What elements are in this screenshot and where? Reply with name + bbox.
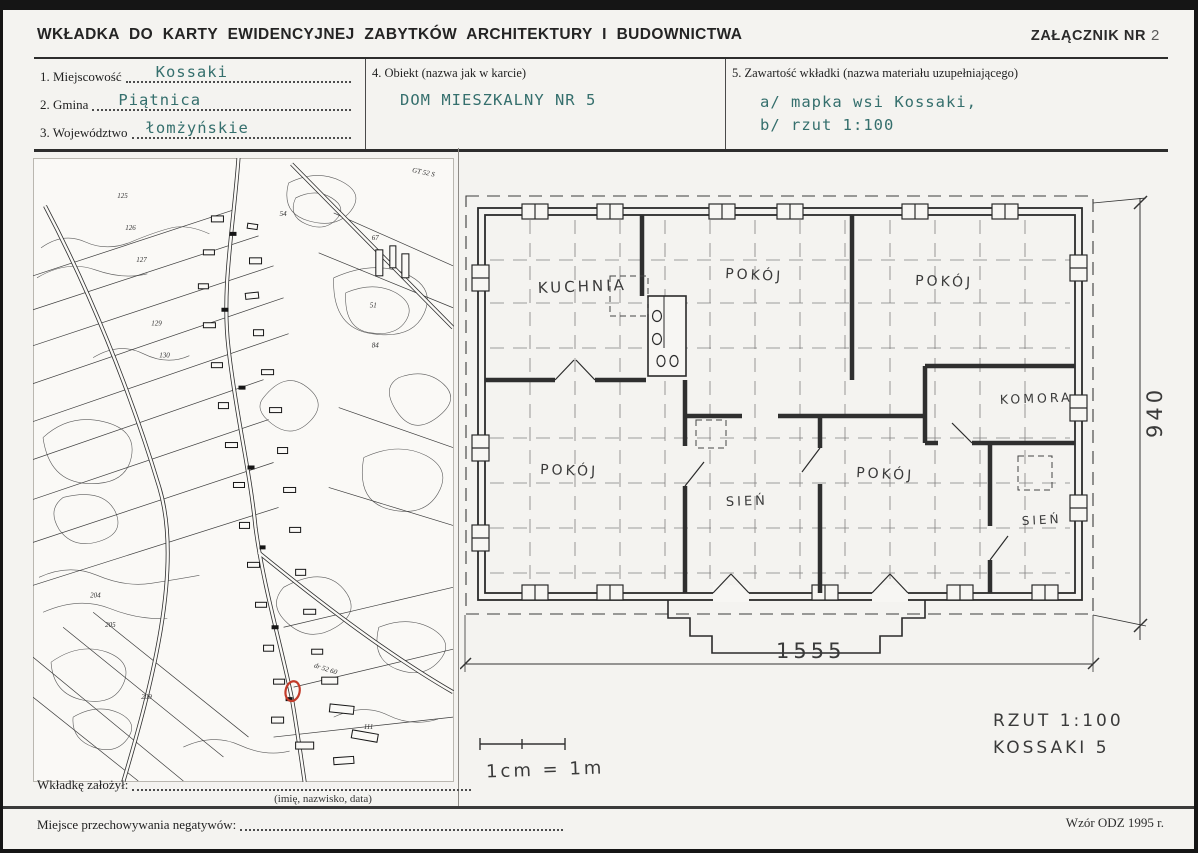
- panel-divider: [458, 148, 459, 806]
- field-miejscowosc-dotline: [126, 63, 351, 83]
- negatives-dotline: [240, 814, 563, 831]
- room-label: KUCHNIA: [537, 275, 628, 297]
- plan-caption-line2: KOSSAKI 5: [993, 738, 1110, 758]
- room-label: POKÓJ: [539, 462, 599, 481]
- entrance-doors: [713, 574, 908, 602]
- field-gmina-value: Piątnica: [118, 91, 202, 109]
- scale-bar: [480, 738, 565, 750]
- door-swings: [555, 360, 1008, 560]
- field-zawartosc-label: 5. Zawartość wkładki (nazwa materiału uzupełniającego): [732, 66, 1018, 80]
- field-wojewodztwo-label: 3. Województwo: [40, 125, 128, 140]
- village-map-panel: [33, 158, 454, 782]
- negatives-label: Miejsce przechowywania negatywów:: [37, 817, 237, 832]
- field-obiekt-label: 4. Obiekt (nazwa jak w karcie): [372, 66, 527, 80]
- roof-outline: [466, 196, 1093, 614]
- card-paper: [3, 10, 1194, 849]
- parcel-number: 54: [279, 209, 287, 218]
- field-miejscowosc-label: 1. Miejscowość: [40, 69, 122, 84]
- map-corner-label: GT 52 S: [411, 166, 436, 179]
- windows: [472, 204, 1087, 600]
- annex-label: ZAŁĄCZNIK NR: [1030, 28, 1147, 44]
- scale-label: 1cm = 1m: [485, 757, 605, 783]
- footer-divider: [3, 806, 1194, 809]
- parcel-number: 127: [136, 255, 147, 264]
- parcel-number: 130: [159, 351, 170, 360]
- parcel-number: 205: [105, 621, 116, 630]
- parcel-number: 126: [125, 223, 136, 232]
- parcel-number: 129: [151, 319, 162, 328]
- room-label: POKÓJ: [724, 266, 784, 286]
- field-zawartosc-value-a: a/ mapka wsi Kossaki,: [760, 93, 977, 111]
- form-location-column: [34, 59, 365, 149]
- founder-label: Wkładkę założył:: [37, 777, 129, 792]
- dimension-label-height: 940: [1143, 385, 1167, 438]
- floor-plan-panel: [460, 148, 1195, 806]
- parcel-number: 209: [141, 693, 152, 702]
- parcel-number: 111: [363, 723, 374, 732]
- field-wojewodztwo-dotline: [132, 119, 351, 139]
- field-wojewodztwo-value: łomżyńskie: [145, 119, 249, 137]
- annex-value: 2: [1151, 27, 1160, 44]
- room-label: SIEŃ: [1021, 511, 1062, 528]
- founder-caption: (imię, nazwisko, data): [274, 793, 372, 805]
- field-obiekt-value: DOM MIESZKALNY NR 5: [400, 91, 597, 109]
- village-map: [33, 158, 454, 782]
- parcel-number: 125: [117, 191, 128, 200]
- dimension-label-width: 1555: [776, 639, 846, 663]
- field-miejscowosc-value: Kossaki: [155, 63, 228, 81]
- page-title: WKŁADKA DO KARTY EWIDENCYJNEJ ZABYTKÓW ARCHITEKTURY I BUDOWNICTWA: [37, 26, 743, 43]
- field-gmina: [40, 91, 355, 113]
- negatives-field: [37, 814, 567, 833]
- plan-caption-line1: RZUT 1:100: [993, 711, 1124, 731]
- field-zawartosc-value-b: b/ rzut 1:100: [760, 116, 895, 134]
- parcel-number: 204: [90, 591, 101, 600]
- field-miejscowosc: [40, 63, 355, 85]
- founder-field: [37, 774, 475, 793]
- form-contents-column: [725, 59, 1168, 149]
- room-label: SIEŃ: [725, 493, 769, 510]
- room-label: POKÓJ: [855, 465, 915, 485]
- field-wojewodztwo: [40, 119, 355, 141]
- road-label: dr 52 60: [313, 661, 339, 677]
- exterior-walls: [478, 208, 1082, 600]
- plan-caption: [993, 711, 1124, 758]
- parcel-number: 51: [369, 301, 377, 310]
- floor-plan: [460, 148, 1195, 806]
- form-header-table: [34, 57, 1168, 152]
- field-gmina-dotline: [92, 91, 351, 111]
- form-object-column: [365, 59, 725, 149]
- founder-dotline: [132, 774, 471, 791]
- room-label: KOMORA: [999, 389, 1073, 407]
- template-note: Wzór ODZ 1995 r.: [1065, 815, 1164, 830]
- annex-number: [1031, 27, 1160, 44]
- parcel-number: 84: [371, 341, 379, 350]
- room-labels: [538, 264, 1073, 528]
- room-label: POKÓJ: [914, 273, 974, 292]
- field-gmina-label: 2. Gmina: [40, 97, 89, 112]
- parcel-number: 67: [371, 233, 379, 242]
